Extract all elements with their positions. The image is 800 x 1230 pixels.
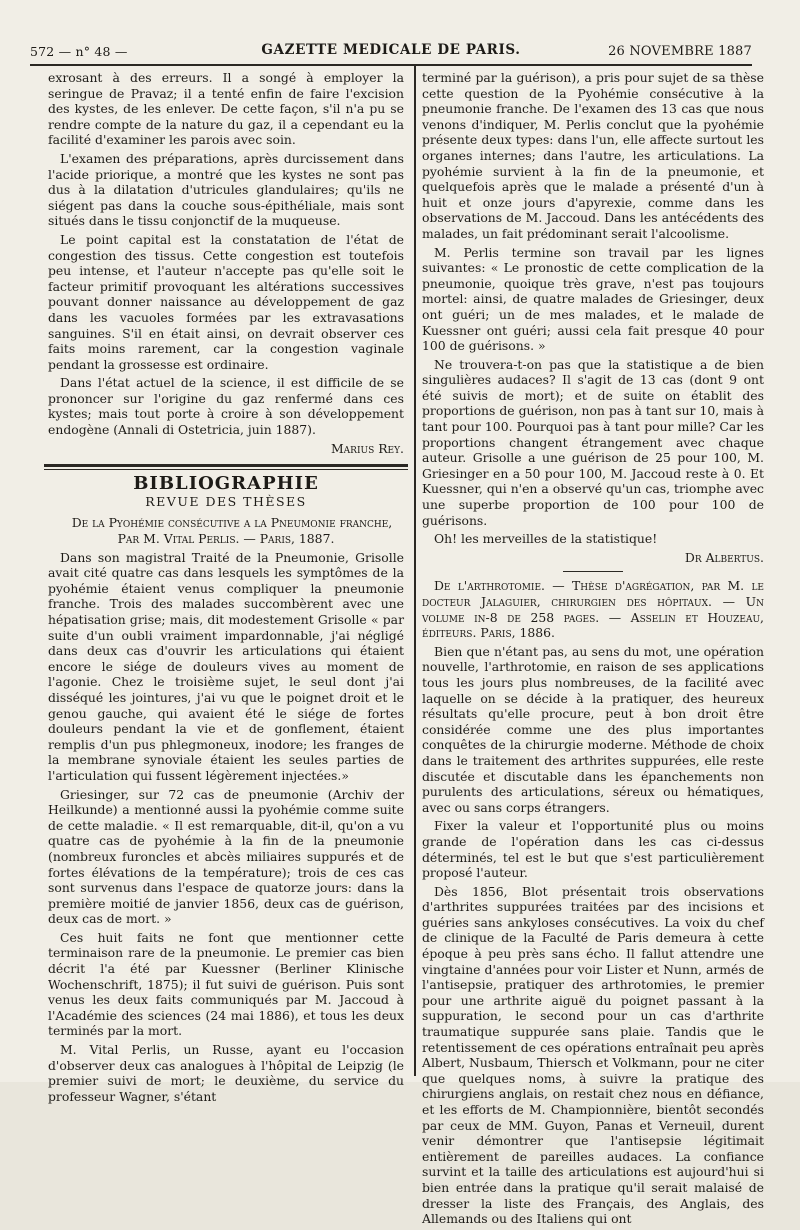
reference-text: De l'arthrotomie. — Thèse d'agrégation, par M. le docteur Jalaguier, chirurgien des hôpitaux. — Un volume in-8 de 258 pages. — Asselin et Houzeau, éditeurs. Paris, 1886. <box>422 578 764 641</box>
journal-title: GAZETTE MEDICALE DE PARIS. <box>261 42 521 58</box>
page-header <box>30 40 752 60</box>
author-signature: Dr Albertus. <box>684 549 764 565</box>
issue-date: 26 NOVEMBRE 1887 <box>608 44 752 59</box>
paragraph: Oh! les merveilles de la statistique! <box>434 531 658 547</box>
book-reference <box>48 515 404 546</box>
section-title: BIBLIOGRAPHIE <box>133 473 319 495</box>
header-rule <box>30 64 752 66</box>
book-reference <box>422 578 764 640</box>
paragraph: terminé par la guérison), a pris pour sujet de sa thèse cette question de la Pyohémie consécutive à la pneumonie franche. De l'examen des 13 cas que nous venons d'indiquer, M. Perlis conclut que la pyohémie présente deux types: dans l'un, elle affecte surtout les organes internes; dans l'autre, les articulations. La pyohémie survient à la fin de la pneumonie, et quelquefois après que le malade a présenté d'un à huit et onze jours d'apyrexie, comme dans les observations de M. Jaccoud. Dans les antécédents des malades, un fait prédominant serait l'alcoolisme. <box>422 70 764 241</box>
paragraph: Fixer la valeur et l'opportunité plus ou moins grande de l'opération dans les cas ci-dessus déterminés, tel est le but que s'est particulièrement proposé l'auteur. <box>422 818 764 881</box>
paragraph: Ne trouvera-t-on pas que la statistique a de bien singulières audaces? Il s'agit de 13 cas (dont 9 ont été suivis de mort); et de suite on établit des proportions de guérison, non pas à tant sur 10, mais à tant pour 100. Pourquoi pas à tant pour mille? Car les proportions changent étrangement avec chaque auteur. Grisolle a une guérison de 25 pour 100, M. Griesinger en a 50 pour 100, M. Jaccoud reste à 0. Et Kuessner, qui n'en a observé qu'un cas, triomphe avec une superbe proportion de 100 pour 100 de guérisons. <box>422 356 764 528</box>
paragraph: Ces huit faits ne font que mentionner cette terminaison rare de la pneumonie. Le premier cas bien décrit l'a été par Kuessner (Berliner Klinische Wochenschrift, 1875); il fut suivi de guérison. Puis sont venus les deux faits communiqués par M. Jaccoud à l'Académie des sciences (24 mai 1886), et tous les deux terminés par la mort. <box>48 929 404 1039</box>
page-number: 572 — n° 48 — <box>30 44 128 59</box>
paragraph: Griesinger, sur 72 cas de pneumonie (Archiv der Heilkunde) a mentionné aussi la pyohémie comme suite de cette maladie. « Il est remarquable, dit-il, qu'on a vu quatre cas de pyohémie à la fin de la pneumonie (nombreux furoncles et abcès miliaires suppurés et de fortes élévations de la température); trois de ces cas sont survenus dans l'espace de quatorze jours: dans la première moitié de janvier 1856, deux cas de guérison, deux cas de mort. » <box>48 786 404 927</box>
paragraph: Dès 1856, Blot présentait trois observations d'arthrites suppurées traitées par des incisions et guéries sans ankyloses consécutives. La voix du chef de clinique de la Faculté de Paris demeura à cette époque à peu près sans écho. Il fallut attendre une vingtaine d'années pour voir Lister et Nunn, armés de l'antisepsie, pratiquer des arthrotomies, le premier pour une arthrite aiguë du poignet passant à la suppuration, le second pour un cas d'arthrite traumatique suppurée sans plaie. Tandis que le retentissement de ces opérations entraînait peu après Albert, Nusbaum, Thiersch et Volkmann, pour ne citer que quelques noms, à suivre la pratique des chirurgiens anglais, on restait chez nous en défiance, et les efforts de M. Championnière, bientôt secondés par ceux de MM. Guyon, Panas et Verneuil, durent venir démontrer que l'antisepsie légitimait entièrement de pareilles audaces. La confiance survint et la taille des articulations est aujourd'hui si bien entrée dans la pratique qu'il serait malaisé de dresser la liste des Français, des Anglais, des Allemands ou des Italiens qui ont <box>422 883 764 1227</box>
column-divider <box>414 66 416 1076</box>
right-column <box>422 70 764 1230</box>
paragraph: M. Perlis termine son travail par les lignes suivantes: « Le pronostic de cette complication de la pneumonie, quoique très grave, n'est pas toujours mortel: ainsi, de quatre malades de Griesinger, deux ont guéri; un de mes malades, et le malade de Kuessner ont guéri; aussi cela fait presque 40 pour 100 de guérisons. » <box>422 244 764 354</box>
paragraph: Dans son magistral Traité de la Pneumonie, Grisolle avait cité quatre cas dans lesquels les symptômes de la pyohémie étaient venus compliquer la pneumonie franche. Trois des malades succombèrent avec une hépatisation grise; mais, dit modestement Grisolle « par suite d'un oubli vraiment impardonnable, j'ai négligé dans deux cas d'ouvrir les articulations qui étaient encore le siége de douleurs vives au moment de l'agonie. Chez le troisième sujet, le seul dont j'ai disséqué les jointures, j'ai vu que le poignet droit et le genou gauche, qui avaient été le siége de fortes douleurs pendant la vie et de gonflement, étaient remplis d'un pus phlegmoneux, inodore; les franges de la membrane synoviale étaient les seules parties de l'articulation qui fussent légèrement injectées.» <box>48 549 404 783</box>
paragraph: Le point capital est la constatation de l'état de congestion des tissus. Cette congestion est toutefois peu intense, et l'auteur n'accepte pas qu'elle soit le facteur primitif provoquant les altérations successives pouvant donner naissance au développement de gaz dans les vacuoles formées par les extravasations sanguines. S'il en était ainsi, on devrait observer ces faits moins rarement, car la congestion vaginale pendant la grossesse est ordinaire. <box>48 231 404 372</box>
paragraph: Dans l'état actuel de la science, il est difficile de se prononcer sur l'origine du gaz renfermé dans ces kystes; mais tout porte à croire à son développement endogène (Annali di Ostetricia, juin 1887). <box>48 375 404 438</box>
section-rule-thick <box>44 464 408 467</box>
paragraph: exrosant à des erreurs. Il a songé à employer la seringue de Pravaz; il a tenté enfin de faire l'excision des kystes, de les enlever. De cette façon, s'il n'a pu se rendre compte de la nature du gaz, il a cependant eu la facilité d'examiner les parois avec soin. <box>48 70 404 148</box>
section-rule-thin <box>44 469 408 470</box>
separator-rule <box>563 571 623 572</box>
paragraph: L'examen des préparations, après durcissement dans l'acide priorique, a montré que les kystes ne sont pas dus à la dilatation d'utricules glandulaires; qu'ils ne siégent pas dans la couche sous-épithéliale, mais sont situés dans le tissu conjonctif de la muqueuse. <box>48 150 404 229</box>
reference-text: De la Pyohémie consécutive a la Pneumonie franche, Par M. Vital Perlis. — Paris, 1887. <box>71 515 393 547</box>
paragraph: Bien que n'étant pas, au sens du mot, une opération nouvelle, l'arthrotomie, en raison de ses applications tous les jours plus nombreuses, de la facilité avec laquelle on se décide à la pratiquer, des heureux résultats qu'elle procure, peut à bon droit être considérée comme une des plus importantes conquêtes de la chirurgie moderne. Méthode de choix dans le traitement des arthrites suppurées, elle reste discutée et discutable dans les épanchements non purulents des articulations, séreux ou hématiques, avec ou sans corps étrangers. <box>422 643 764 815</box>
paragraph: M. Vital Perlis, un Russe, ayant eu l'occasion d'observer deux cas analogues à l'hôpital de Leipzig (le premier suivi de mort; le deuxième, du service du professeur Wagner, s'étant <box>48 1042 404 1104</box>
section-subtitle: REVUE DES THÈSES <box>145 493 307 509</box>
author-signature: Marius Rey. <box>331 440 404 456</box>
left-column <box>48 70 404 1107</box>
